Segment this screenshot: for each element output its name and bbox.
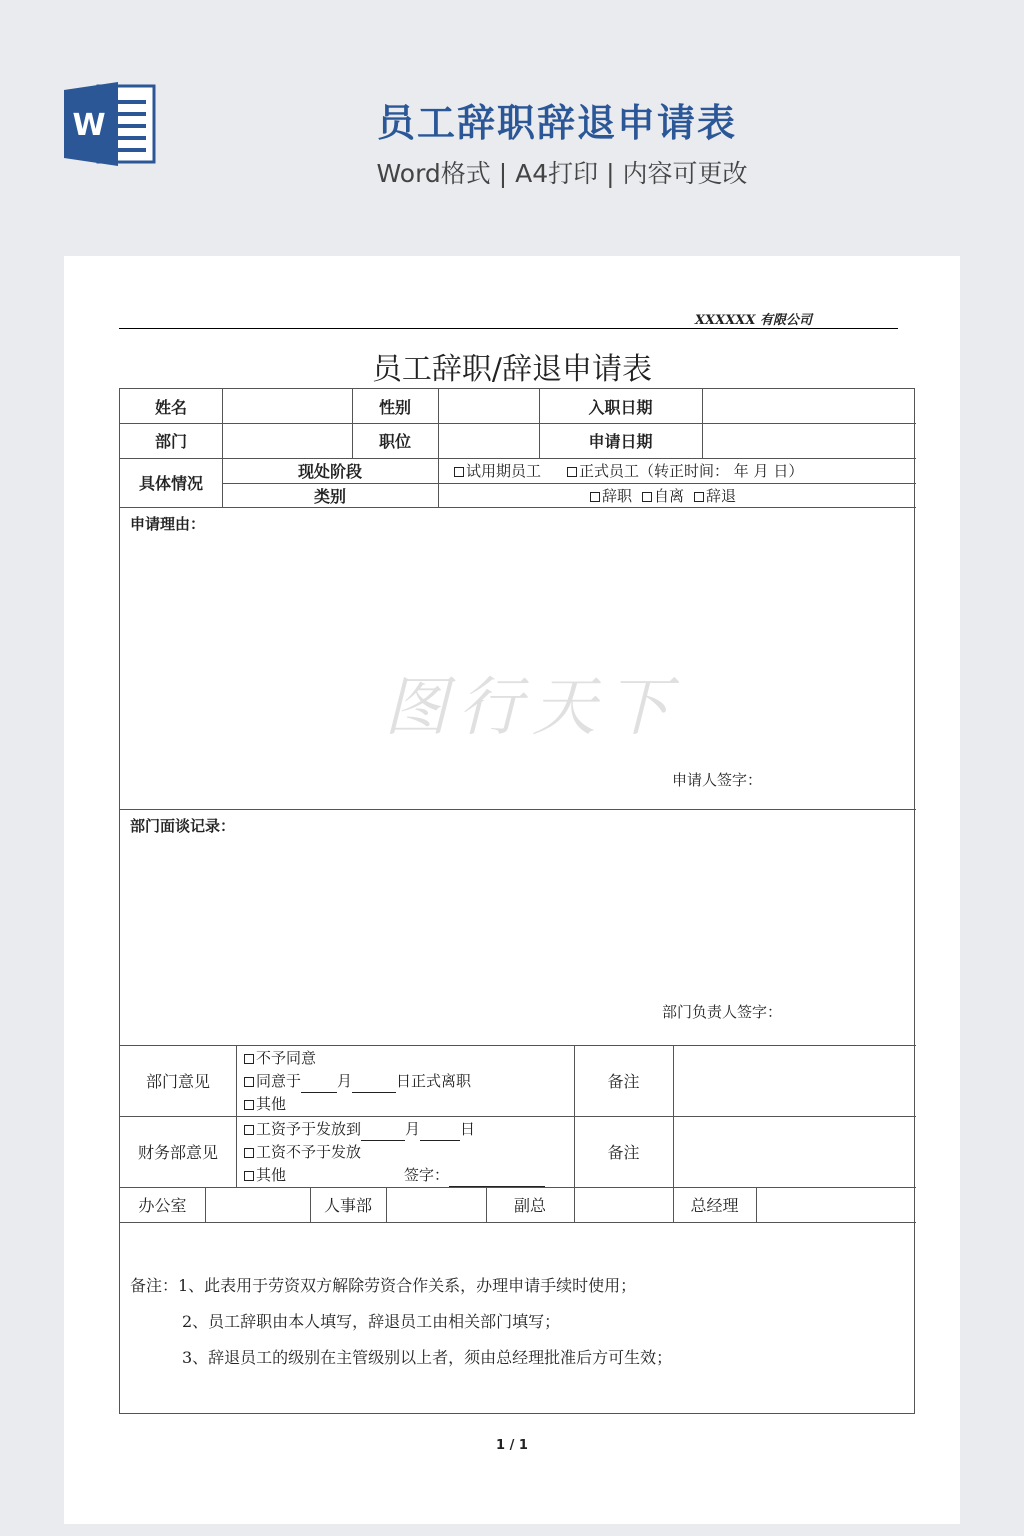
dept-other-option[interactable]: 其他	[244, 1093, 574, 1116]
checkbox-icon	[642, 492, 652, 502]
finance-sign-label: 签字：	[404, 1166, 450, 1184]
finance-other-option[interactable]: 其他 签字：	[244, 1164, 574, 1187]
checkbox-icon	[454, 467, 464, 477]
dept-field[interactable]	[222, 423, 352, 458]
page-number: 1 / 1	[496, 1438, 528, 1453]
interview-label: 部门面谈记录：	[130, 817, 236, 835]
checkbox-icon	[244, 1054, 254, 1064]
hr-label: 人事部	[323, 1196, 372, 1215]
office-field[interactable]	[205, 1187, 310, 1222]
header-title: 员工辞职辞退申请表	[376, 101, 737, 145]
dept-opinion-options	[244, 1047, 574, 1116]
name-field[interactable]	[222, 389, 352, 423]
dept-remark-field[interactable]	[673, 1045, 916, 1116]
stage-options	[438, 458, 916, 483]
applicant-sign-label: 申请人签字：	[672, 771, 763, 789]
apply-date-field[interactable]	[702, 423, 916, 458]
dept-remark-label: 备注	[607, 1072, 640, 1091]
dept-opinion-label: 部门意见	[145, 1072, 210, 1091]
header-subtitle: Word格式 | A4打印 | 内容可更改	[376, 159, 748, 188]
vp-field[interactable]	[574, 1187, 673, 1222]
gm-label: 总经理	[690, 1196, 739, 1215]
reason-label: 申请理由：	[130, 515, 206, 533]
apply-date-label: 申请日期	[588, 432, 653, 451]
hire-date-label: 入职日期	[588, 397, 653, 417]
category-option-dismiss[interactable]: 辞退	[694, 485, 736, 506]
document-page	[64, 256, 960, 1524]
gender-label: 性别	[378, 397, 411, 417]
checkbox-icon	[244, 1125, 254, 1135]
finance-pay-option[interactable]: 工资予于发放到 月 日	[244, 1118, 574, 1141]
finance-remark-field[interactable]	[673, 1116, 916, 1187]
company-name: XXXXXX 有限公司	[694, 313, 812, 328]
vp-label: 副总	[513, 1196, 546, 1215]
checkbox-icon	[244, 1077, 254, 1087]
word-icon-letter: W	[72, 108, 106, 143]
stage-probation-option[interactable]: 试用期员工	[454, 460, 541, 481]
stage-regular-option[interactable]: 正式员工（转正时间： 年 月 日）	[567, 460, 803, 481]
gm-field[interactable]	[756, 1187, 916, 1222]
checkbox-icon	[244, 1171, 254, 1181]
details-label: 具体情况	[138, 474, 203, 493]
checkbox-icon	[244, 1148, 254, 1158]
document-title: 员工辞职/辞退申请表	[371, 352, 653, 387]
hire-date-field[interactable]	[702, 389, 916, 423]
gender-field[interactable]	[438, 389, 539, 423]
dept-disagree-option[interactable]: 不予同意	[244, 1047, 574, 1070]
finance-remark-label: 备注	[607, 1143, 640, 1162]
dept-agree-option[interactable]: 同意于 月 日正式离职	[244, 1070, 574, 1093]
dept-label: 部门	[154, 432, 187, 451]
checkbox-icon	[244, 1100, 254, 1110]
hr-field[interactable]	[386, 1187, 486, 1222]
dept-head-sign-label: 部门负责人签字：	[662, 1003, 783, 1021]
category-option-resign[interactable]: 辞职	[590, 485, 632, 506]
category-option-absent[interactable]: 自离	[642, 485, 684, 506]
position-label: 职位	[378, 432, 411, 451]
page-header	[0, 0, 1024, 250]
checkbox-icon	[694, 492, 704, 502]
stage-label: 现处阶段	[297, 462, 362, 481]
finance-no-pay-option[interactable]: 工资不予于发放	[244, 1141, 574, 1164]
header-rule	[119, 328, 898, 329]
checkbox-icon	[567, 467, 577, 477]
checkbox-icon	[590, 492, 600, 502]
category-label: 类别	[313, 486, 346, 506]
note-line-3: 3、辞退员工的级别在主管级别以上者，须由总经理批准后方可生效；	[182, 1348, 673, 1367]
office-label: 办公室	[138, 1196, 187, 1215]
finance-opinion-options	[244, 1118, 574, 1187]
category-options	[438, 483, 916, 507]
interview-field[interactable]	[120, 833, 916, 993]
name-label: 姓名	[154, 397, 187, 417]
note-line-1: 备注：1、此表用于劳资双方解除劳资合作关系，办理申请手续时使用；	[130, 1276, 637, 1295]
position-field[interactable]	[438, 423, 539, 458]
watermark: 图行天下	[384, 671, 680, 745]
finance-opinion-label: 财务部意见	[137, 1143, 218, 1162]
application-form	[119, 388, 915, 1414]
note-line-2: 2、员工辞职由本人填写，辞退员工由相关部门填写；	[182, 1312, 561, 1331]
